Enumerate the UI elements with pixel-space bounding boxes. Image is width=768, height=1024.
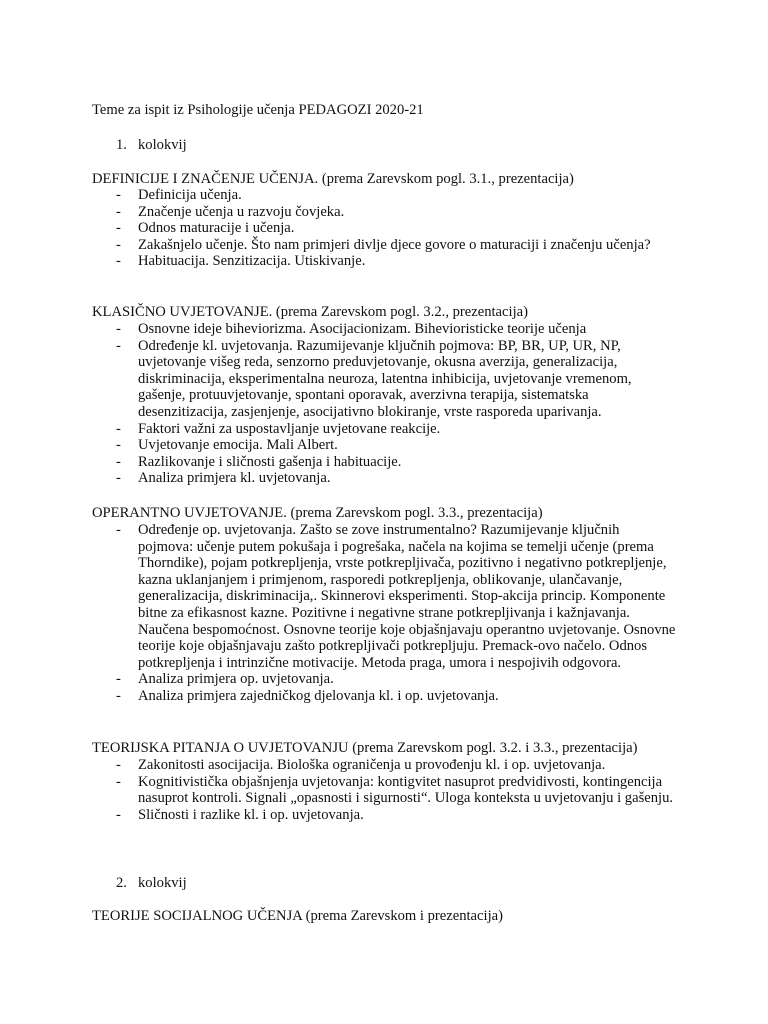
bullet-dash: - bbox=[116, 437, 121, 454]
section-list-teorijska bbox=[116, 757, 676, 823]
list-item: - Analiza primjera op. uvjetovanja. bbox=[116, 671, 334, 688]
section-list-klasicno bbox=[116, 321, 676, 487]
bullet-dash: - bbox=[116, 187, 121, 203]
section-heading-operantno: OPERANTNO UVJETOVANJE. (prema Zarevskom pogl. 3.3., prezentacija) bbox=[92, 505, 543, 521]
list-item: - Zakašnjelo učenje. Što nam primjeri divlje djece govore o maturaciji i značenju učenja? bbox=[116, 236, 651, 253]
list-item: - Sličnosti i razlike kl. i op. uvjetovanja. bbox=[116, 806, 364, 823]
list-item: - Odnos maturacije i učenja. bbox=[116, 220, 295, 237]
list-item: - Analiza primjera kl. uvjetovanja. bbox=[116, 470, 331, 487]
section-heading-socijalno: TEORIJE SOCIJALNOG UČENJA (prema Zarevskom i prezentacija) bbox=[92, 908, 503, 924]
list-item: - Određenje op. uvjetovanja. Zašto se zove instrumentalno? Razumijevanje ključnih pojmova: učenje putem pokušaja i pogrešaka, načela na kojima se temelji učenje (prema Thorndike), pojam potkrepljenja, vrste potkrepljivača, pozitivno i negativno potkrepljenje, kazna uklanjanjem i primjenom, rasporedi potkrepljenja, oblikovanje, ulančavanje, generalizacija, diskriminacija,. Skinnerovi eksperimenti. Stop-akcija princip. Komponente bitne za efikasnost kazne. Pozitivne i negativne strane potkrepljivanja i kažnjavanja. Naučena bespomoćnost. Osnovne teorije koje objašnjavaju operantno uvjetovanje. Osnovne teorije koje objašnjavaju zašto potkrepljivači potkrepljuju. Premack-ovo načelo. Odnos potkrepljenja i intrinzične motivacije. Metoda praga, umora i nespojivih odgovora. bbox=[116, 522, 676, 671]
list-item: - Analiza primjera zajedničkog djelovanja kl. i op. uvjetovanja. bbox=[116, 687, 499, 704]
bullet-dash: - bbox=[116, 203, 121, 220]
bullet-dash: - bbox=[116, 806, 121, 823]
list-item: - Uvjetovanje emocija. Mali Albert. bbox=[116, 437, 338, 454]
bullet-dash: - bbox=[116, 470, 121, 487]
kolokvij-1-heading bbox=[116, 137, 187, 154]
section-heading-definicije: DEFINICIJE I ZNAČENJE UČENJA. (prema Zarevskom pogl. 3.1., prezentacija) bbox=[92, 171, 574, 187]
section-heading-teorijska: TEORIJSKA PITANJA O UVJETOVANJU (prema Zarevskom pogl. 3.2. i 3.3., prezentacija) bbox=[92, 740, 638, 756]
kolokvij-1-number: 1. bbox=[116, 137, 127, 153]
bullet-dash: - bbox=[116, 453, 121, 470]
section-heading-klasicno: KLASIČNO UVJETOVANJE. (prema Zarevskom pogl. 3.2., prezentacija) bbox=[92, 304, 528, 320]
list-item: - Kognitivistička objašnjenja uvjetovanja: kontigvitet nasuprot predvidivosti, kontingencija nasuprot kontroli. Signali „opasnosti i sigurnosti“. Uloga konteksta u uvjetovanju i gašenju. bbox=[116, 773, 674, 807]
bullet-dash: - bbox=[116, 757, 121, 773]
bullet-dash: - bbox=[116, 420, 121, 437]
kolokvij-2-heading bbox=[116, 875, 187, 892]
list-item: - Faktori važni za uspostavljanje uvjetovane reakcije. bbox=[116, 420, 441, 437]
bullet-dash: - bbox=[116, 321, 121, 337]
list-item: - Određenje kl. uvjetovanja. Razumijevanje ključnih pojmova: BP, BR, UP, UR, NP, uvjetovanje višeg reda, senzorno preduvjetovanje, okusna averzija, generalizacija, diskriminacija, eksperimentalna neuroza, latentna inhibicija, uvjetovanje vremenom, gašenje, protuuvjetovanje, spontani oporavak, averzivna terapija, sistematska desenzitizacija, zasjenjenje, asocijativno blokiranje, vrste rasporeda uparivanja. bbox=[116, 337, 632, 420]
bullet-dash: - bbox=[116, 773, 121, 790]
list-item: - Razlikovanje i sličnosti gašenja i habituacije. bbox=[116, 453, 402, 470]
section-list-definicije bbox=[116, 187, 676, 270]
bullet-dash: - bbox=[116, 220, 121, 237]
list-item: - Zakonitosti asocijacija. Biološka ograničenja u provođenju kl. i op. uvjetovanja. bbox=[116, 757, 606, 773]
kolokvij-1-label: kolokvij bbox=[138, 137, 187, 153]
list-item: - Habituacija. Senzitizacija. Utiskivanje. bbox=[116, 253, 366, 270]
list-item: - Osnovne ideje biheviorizma. Asocijacionizam. Bihevioristicke teorije učenja bbox=[116, 321, 587, 337]
document-title: Teme za ispit iz Psihologije učenja PEDAGOZI 2020-21 bbox=[92, 102, 424, 118]
bullet-dash: - bbox=[116, 236, 121, 253]
bullet-dash: - bbox=[116, 337, 121, 354]
bullet-dash: - bbox=[116, 671, 121, 688]
list-item: - Značenje učenja u razvoju čovjeka. bbox=[116, 203, 345, 220]
bullet-dash: - bbox=[116, 687, 121, 704]
bullet-dash: - bbox=[116, 522, 121, 538]
section-list-operantno bbox=[116, 522, 676, 705]
list-item: - Definicija učenja. bbox=[116, 187, 242, 203]
kolokvij-2-number: 2. bbox=[116, 875, 127, 891]
kolokvij-2-label: kolokvij bbox=[138, 875, 187, 891]
bullet-dash: - bbox=[116, 253, 121, 270]
